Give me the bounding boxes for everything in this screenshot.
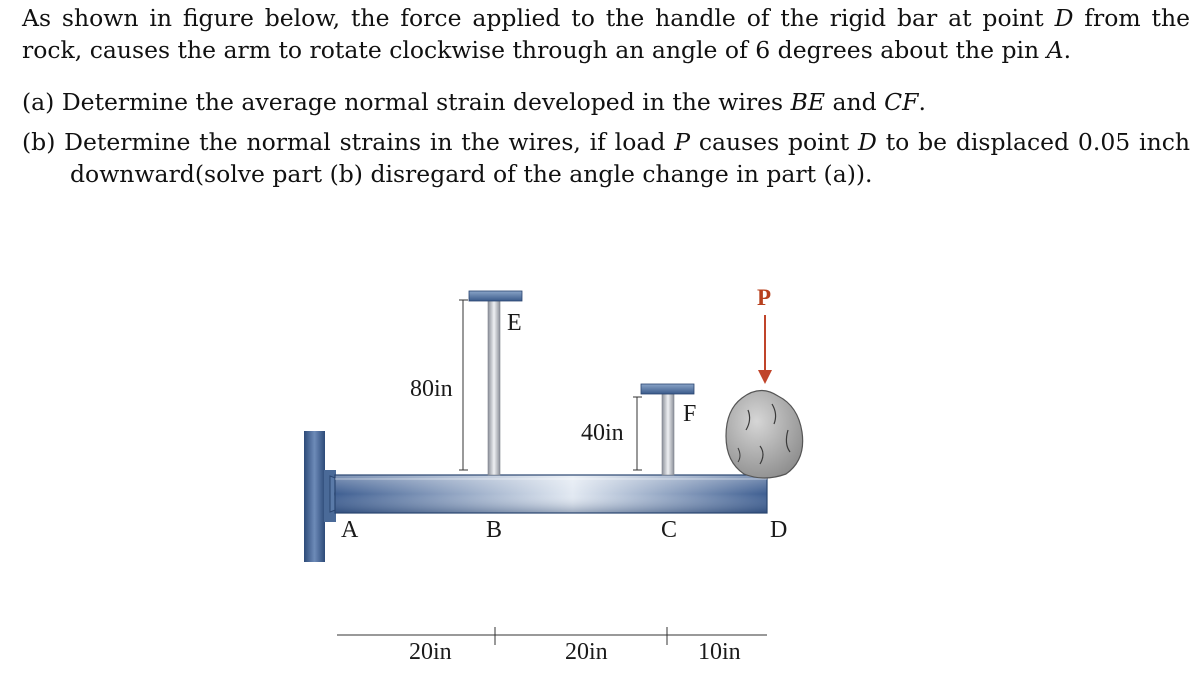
label-d: D bbox=[770, 517, 788, 543]
dimension-40in bbox=[633, 397, 642, 470]
label-dim-80in: 80in bbox=[410, 376, 453, 402]
label-dim-bc: 20in bbox=[565, 639, 608, 665]
label-a: A bbox=[341, 517, 359, 543]
question-part-a: (a) Determine the average normal strain developed in the wires BE and CF. bbox=[22, 88, 926, 116]
wire-be bbox=[488, 300, 500, 475]
ceiling-plate-e bbox=[469, 291, 522, 301]
problem-intro: As shown in figure below, the force applied to the handle of the rigid bar at point D from the rock, causes the arm to rotate clockwise through an angle of 6 degrees about the pin A. bbox=[22, 4, 1190, 64]
label-f: F bbox=[683, 401, 697, 427]
rigid-bar bbox=[335, 475, 767, 513]
label-c: C bbox=[661, 517, 678, 543]
ceiling-plate-f bbox=[641, 384, 694, 394]
label-dim-ab: 20in bbox=[409, 639, 452, 665]
label-e: E bbox=[507, 310, 522, 336]
wall-support bbox=[304, 431, 325, 562]
label-p: P bbox=[757, 285, 772, 310]
question-part-b: (b) Determine the normal strains in the wires, if load P causes point D to be displaced 0.05 inch downward(solve part (b) disregard of the angle change in part (a)). bbox=[22, 128, 1191, 188]
load-arrow-p bbox=[758, 315, 772, 384]
label-dim-cd: 10in bbox=[698, 639, 741, 665]
wire-cf bbox=[662, 394, 674, 475]
dimension-80in bbox=[459, 300, 468, 470]
label-dim-40in: 40in bbox=[581, 420, 624, 446]
label-b: B bbox=[486, 517, 503, 543]
rock bbox=[726, 390, 803, 478]
